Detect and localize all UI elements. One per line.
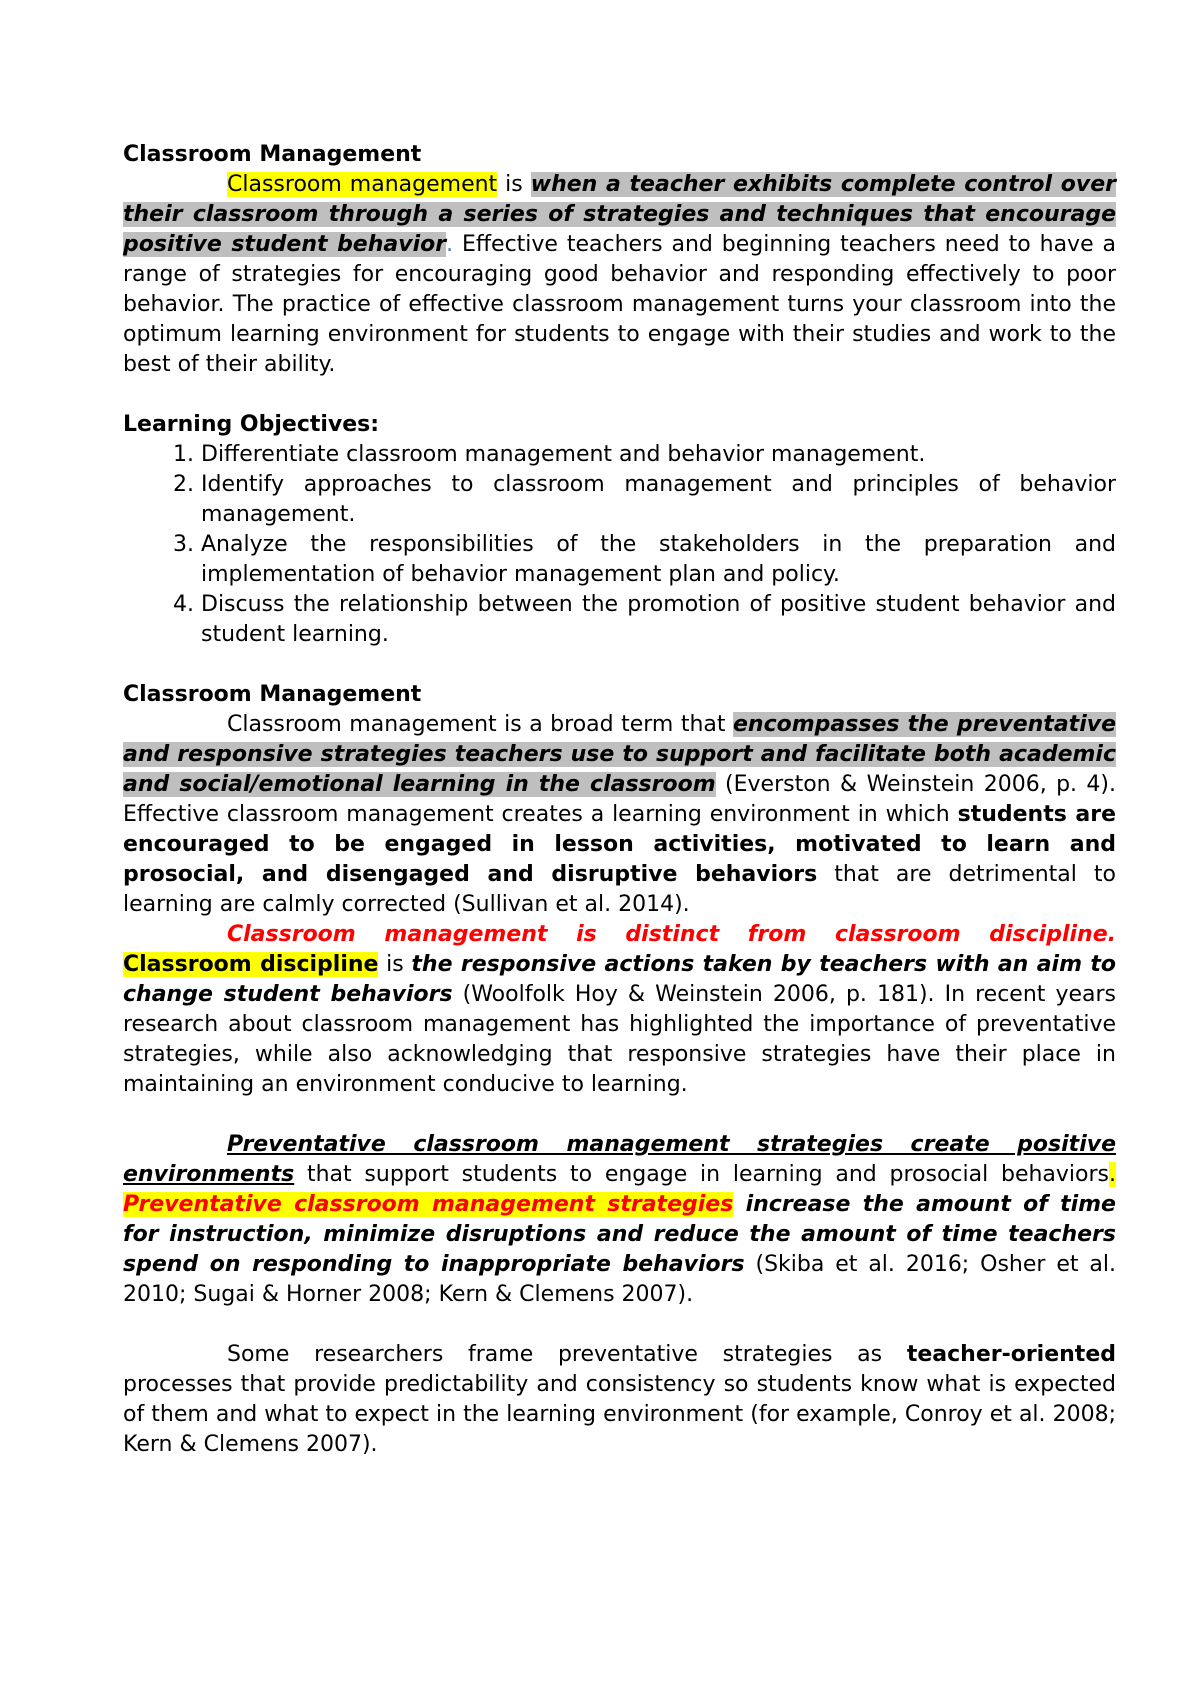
section-heading: Classroom Management [123, 682, 422, 707]
intro-paragraph: Classroom management is when a teacher exhibits complete control over their classroom through a series of strategies and techniques that encourage positive student behavior. Effective teachers and beginning teachers need to have a range of strategies for encouraging good behavior and responding effectively to poor behavior. The practice of effective classroom management turns your classroom into the optimum learning environment for students to engage with their studies and work to the best of their ability. [123, 172, 1116, 377]
paragraph: Classroom management is a broad term that encompasses the preventative and responsive strategies teachers use to support and facilitate both academic and social/emotional learning in the classroom (Everston & Weinstein 2006, p. 4). Effective classroom management creates a learning environment in which students are encouraged to be engaged in lesson activities, motivated to learn and prosocial, and disengaged and disruptive behaviors that are detrimental to learning are calmly corrected (Sullivan et al. 2014). [123, 712, 1117, 917]
paragraph: Preventative classroom management strategies create positive environments that support students to engage in learning and prosocial behaviors. Preventative classroom management strategies increase the amount of time for instruction, minimize disruptions and reduce the amount of time teachers spend on responding to inappropriate behaviors (Skiba et al. 2016; Osher et al. 2010; Sugai & Horner 2008; Kern & Clemens 2007). [123, 1132, 1116, 1307]
paragraph: Classroom management is distinct from classroom discipline. Classroom discipline is the responsive actions taken by teachers with an aim to change student behaviors (Woolfolk Hoy & Weinstein 2006, p. 181). In recent years research about classroom management has highlighted the importance of preventative strategies, while also acknowledging that responsive strategies have their place in maintaining an environment conducive to learning. [123, 922, 1116, 1097]
highlighted-term: Classroom management [227, 172, 498, 197]
list-item: 3. Analyze the responsibilities of the stakeholders in the preparation and implementation of behavior management plan and policy. [201, 530, 1116, 590]
definition-highlight: when a teacher exhibits complete control over their classroom through a series of strategies and techniques that encourage positive student behavior [123, 172, 1116, 257]
underlined-statement: Preventative classroom management strategies create positive environments [123, 1132, 1116, 1187]
definition-highlight: encompasses the preventative and responsive strategies teachers use to support and facilitate both academic and social/emotional learning in the classroom [123, 712, 1116, 797]
list-item: 1. Differentiate classroom management and behavior management. [201, 440, 1116, 470]
paragraph: Some researchers frame preventative strategies as teacher-oriented processes that provide predictability and consistency so students know what is expected of them and what to expect in the learning environment (for example, Conroy et al. 2008; Kern & Clemens 2007). [123, 1342, 1116, 1457]
red-statement: Classroom management is distinct from classroom discipline. [227, 922, 1116, 947]
highlighted-term: Classroom discipline [123, 952, 379, 977]
list-item: 2. Identify approaches to classroom management and principles of behavior management. [201, 470, 1116, 530]
list-item: 4. Discuss the relationship between the promotion of positive student behavior and student learning. [201, 590, 1116, 650]
objectives-heading: Learning Objectives: [123, 412, 380, 437]
document-page [123, 140, 1116, 1460]
section-heading: Classroom Management [123, 142, 422, 167]
highlighted-statement: Preventative classroom management strategies [123, 1192, 734, 1217]
objectives-list [123, 440, 1116, 650]
